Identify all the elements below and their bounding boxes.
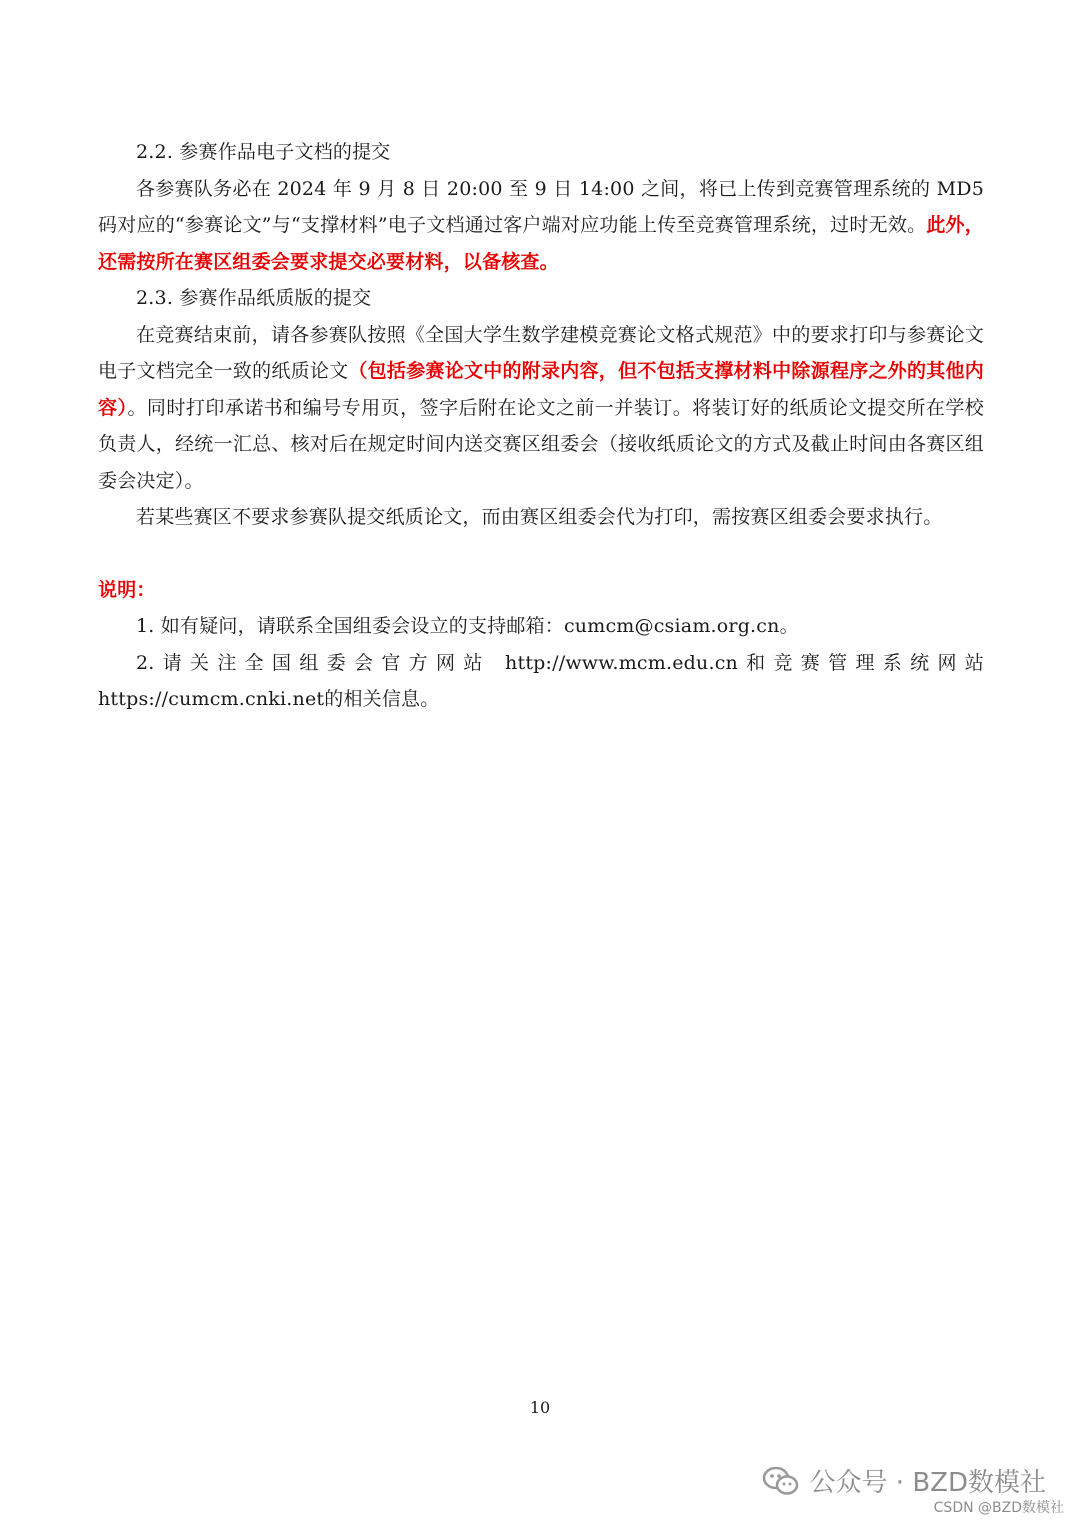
section-2-3-text-continued: 。同时打印承诺书和编号专用页，签字后附在论文之前一并装订。将装订好的纸质论文提交所在学校负责人，经统一汇总、核对后在规定时间内送交赛区组委会（接收纸质论文的方式及截止时间由各赛区组委会决定）。 [98, 396, 984, 492]
spacer [98, 536, 984, 572]
note-item-1: 1. 如有疑问，请联系全国组委会设立的支持邮箱：cumcm@csiam.org.cn。 [136, 615, 799, 637]
watermark-account: 公众号 · BZD数模社 [809, 1468, 1046, 1498]
notes-title: 说明： [98, 578, 156, 601]
section-2-3-paragraph-2: 若某些赛区不要求参赛队提交纸质论文，而由赛区组委会代为打印，需按赛区组委会要求执行。 [136, 506, 943, 528]
section-2-3-title: 2.3. 参赛作品纸质版的提交 [136, 287, 372, 309]
csdn-watermark: CSDN @BZD数模社 [933, 1500, 1064, 1516]
note-item-2: 2.请关注全国组委会官方网站 http://www.mcm.edu.cn和竞赛管理系统网站 https://cumcm.cnki.net的相关信息。 [98, 651, 984, 710]
section-2-2-highlight: 此外，还需按所在赛区组委会要求提交必要材料，以备核查。 [98, 214, 984, 273]
section-2-2-text: 各参赛队务必在 2024 年 9 月 8 日 20:00 至 9 日 14:00 之间，将已上传到竞赛管理系统的 MD5 码对应的“参赛论文”与“支撑材料”电子文档通过客户端对应功能上传至竞赛管理系统，过时无效。 [98, 177, 984, 236]
page-number: 10 [529, 1398, 551, 1417]
section-2-3-paragraph [98, 317, 984, 500]
wechat-icon [762, 1465, 800, 1497]
section-2-3-highlight: （包括参赛论文中的附录内容，但不包括支撑材料中除源程序之外的其他内容） [98, 360, 984, 419]
section-2-3-text: 在竞赛结束前，请各参赛队按照《全国大学生数学建模竞赛论文格式规范》中的要求打印与参赛论文电子文档完全一致的纸质论文 [98, 323, 984, 382]
section-2-2-title: 2.2. 参赛作品电子文档的提交 [136, 141, 391, 163]
watermark [762, 1462, 1046, 1499]
document-body [98, 134, 984, 718]
section-2-2-paragraph [98, 171, 984, 281]
